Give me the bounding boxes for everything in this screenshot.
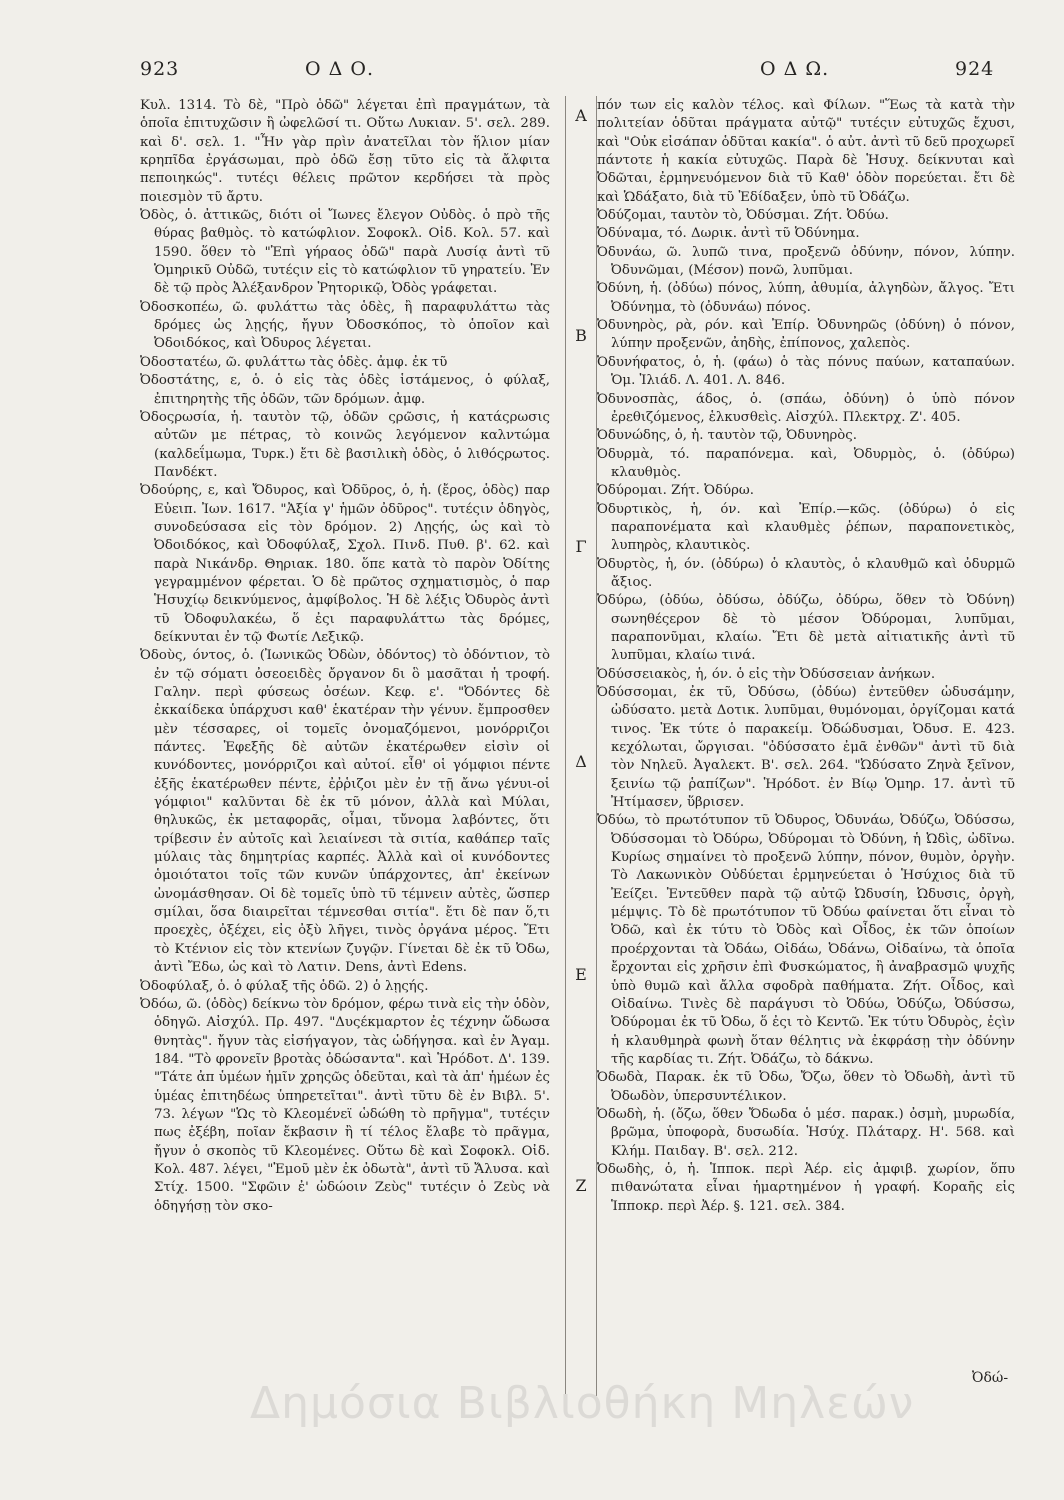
- dictionary-entry: Ὀδούρης, ε, καὶ Ὄδυρος, καὶ Ὀδῦρος, ὁ, ἡ. (ἔρος, ὁδὸς) παρ Εὐειπ. Ἰων. 1617. "Ἀξία γ' ἡμῶν ὀδῦρος". τυτέςιν ὁδηγὸς, συνοδεύσασα εἰς τὸν δρόμον. 2) Λῃςής, ὡς καὶ τὸ Ὀδοιδόκος, καὶ Ὀδοφύλαξ, Σχολ. Πινδ. Πυθ. β'. 62. καὶ παρὰ Νικάνδρ. Θηριακ. 180. ὅπε κατὰ τὸ παρὸν Ὀδίτης γεγραμμένον φέρεται. Ὁ δὲ πρῶτος σχηματισμὸς, ὁ παρ Ἡσυχίῳ δεικνύμενος, ἀμφίβολος. Ἡ δὲ λέξις Ὀδυρὸς ἀντὶ τῦ Ὀδοφυλακέω, ὅ ἐςι παραφυλάττω τὰς δρόμες, δείκνυται ἐν τῷ Φωτίε Λεξικῷ.: [140, 483, 550, 645]
- dictionary-entry: Ὀδύρομαι. Ζήτ. Ὀδύρω.: [597, 483, 754, 499]
- dictionary-entry: Ὀδόω, ῶ. (ὁδὸς) δείκνω τὸν δρόμον, φέρω τινὰ εἰς τὴν ὁδὸν, ὁδηγῶ. Αἰσχύλ. Πρ. 497. "Δυςέκμαρτον ἐς τέχνην ὥδωσα θνητὰς". ἤγυν τὰς εἰσήγαγον, τὰς ὡδήγησα. καὶ ἐν Ἀγαμ. 184. "Τὸ φρονεῖν βροτὰς ὀδώσαντα". καὶ Ἡρόδοτ. Δ'. 139. "Τάτε ἀπ ὑμέων ἡμῖν χρηςῶς ὁδεῦται, καὶ τὰ ἀπ' ἡμέων ἐς ὑμέας ἐπιτηδέως ὑπηρετεῖται". ἀντὶ τῦτυ δὲ ἐν Βιβλ. 5'. 73. λέγων "Ὡς τὸ Κλεομένεϊ ὡδώθη τὸ πρῆγμα", τυτέςιν πως ἐξέβη, ποῖαν ἔκβασιν ἢ τί τέλος ἔλαβε τὸ πρᾶγμα, ἤγυν ὁ σκοπὸς τῦ Κλεομένες. Οὕτω δὲ καὶ Σοφοκλ. Οἰδ. Κολ. 487. λέγει, "Ἐμοῦ μὲν ἐκ ὀδωτὰ", ἀντὶ τῦ Ἄλυσα. καὶ Στίχ. 1500. "Σφῶιν ἐ' ὡδώοιν Ζεὺς" τυτέςιν ὁ Ζεὺς νὰ ὁδηγήσῃ τὸν σκο-: [140, 996, 550, 1214]
- catchword: Ὀδώ-: [972, 1370, 1009, 1386]
- margin-letter-alpha: Α: [575, 106, 587, 125]
- dictionary-entry: Ὀδοςρωσία, ἡ. ταυτὸν τῷ, ὁδῶν ςρῶσις, ἡ κατάςρωσις αὐτῶν με πέτρας, τὸ κοινῶς λεγόμενον καλντώμα (καλδεΐμωμα, Τυρκ.) ἔτι δὲ βασιλικὴ ὁδὸς, ὁ λιθόςρωτος. Πανδέκτ.: [140, 409, 550, 480]
- dictionary-entry: Ὀδοὺς, όντος, ὁ. (Ἰωνικῶς Ὀδὼν, ὀδόντος) τὸ ὀδόντιον, τὸ ἐν τῷ σόματι ὀσεοειδὲς ὄργανον δι ὃ μασᾶται ἡ τροφή. Γαλην. περὶ φύσεως ὀσέων. Κεφ. ε'. "Ὀδόντες δὲ ἐκκαίδεκα ὑπάρχυσι καθ' ἑκατέραν τὴν γένυν. ἔμπροσθεν μὲν τέσσαρες, οἱ τομεῖς ὀνομαζόμενοι, μονόρριζοι πάντες. Ἐφεξῆς δὲ αὐτῶν ἑκατέρωθεν εἰσὶν οἱ κυνόδοντες, μονόρριζοι καὶ αὐτοί. εἶθ' οἱ γόμφιοι πέντε ἐξῆς ἑκατέρωθεν πέντε, ἐῤῥιζοι μὲν ἐν τῇ ἄνω γένυι-οἱ γόμφιοι" καλῦνται δὲ ἐκ τῦ μόνον, ἀλλὰ καὶ Μύλαι, θηλυκῶς, ἐκ μεταφορᾶς, οἶμαι, τὔνομα λαβόντες, ὅτι τρίβεσιν ἐν αὐτοῖς καὶ λειαίνεσι τὰ σιτία, καθάπερ ταῖς μύλαις τὰς δημητρίας καρπές. Ἀλλὰ καὶ οἱ κυνόδοντες ὁμοιότατοι τοῖς τῶν κυνῶν ὑπάρχοντες, ἀπ' ἐκείνων ὠνομάσθησαν. Οἱ δὲ τομεῖς ὑπὸ τῦ τέμνειν αὐτὲς, ὥσπερ σμίλαι, ὅσα διαιρεῖται τέμνεσθαι σιτία". ἔτι δὲ παν ὅ,τι προεχὲς, ὀξέχει, εἰς ὀξὺ λῆγει, τινὸς ὀργάνα μέρος. Ἔτι τὸ Κτένιον εἰς τὸν κτενίων ζυγῷν. Γίνεται δὲ ἐκ τῦ Ὀδω, ἀντὶ Ἔδω, ὡς καὶ τὸ Λατιν. Dens, ἀντὶ Edens.: [140, 648, 550, 976]
- right-running-title: Ο Δ Ω.: [760, 58, 830, 80]
- entry-continuation: Κυλ. 1314. Τὸ δὲ, "Πρὸ ὁδῶ" λέγεται ἐπὶ πραγμάτων, τὰ ὁποῖα ἐπιτυχῶσιν ἢ ὠφελῶσί τι. Οὕτω Λυκιαν. 5'. σελ. 289. καὶ δ'. σελ. 1. "Ἦν γὰρ πρὶν ἀνατεῖλαι τὸν ἥλιον μίαν κρηπῖδα ἐργάσωμαι, πρὸ ὁδῶ ἔσῃ τῦτο εἰς τὰ ἄλφιτα πεποιηκώς". τυτέςι θέλεις πρῶτον κερδήσει τὰ πρὸς ποιεσμὸν τῦ ἄρτυ.: [140, 98, 550, 205]
- dictionary-entry: Ὀδυρτὸς, ἡ, όν. (ὀδύρω) ὁ κλαυτὸς, ὁ κλαυθμῶ καὶ ὀδυρμῶ ἄξιος.: [597, 556, 1015, 590]
- dictionary-entry: Ὀδυρτικὸς, ἡ, όν. καὶ Ἐπίρ.—κῶς. (ὀδύρω) ὁ εἰς παραπονέματα καὶ κλαυθμὲς ῥέπων, παραπονετικὸς, λυπηρὸς, κλαυτικὸς.: [597, 501, 1015, 554]
- dictionary-entry: Ὀδοφύλαξ, ὁ. ὁ φύλαξ τῆς ὁδῶ. 2) ὁ λῃςής.: [140, 978, 429, 994]
- page-header: [0, 58, 1064, 94]
- margin-letter-beta: Β: [575, 326, 587, 345]
- margin-letter-epsilon: Ε: [575, 965, 587, 984]
- dictionary-entry: Ὀδύσσειακὸς, ἡ, όν. ὁ εἰς τὴν Ὀδύσσειαν ἀνήκων.: [597, 666, 936, 682]
- dictionary-entry: Ὀδωδὴς, ὁ, ἡ. Ἱπποκ. περὶ Ἀέρ. εἰς ἀμφιβ. χωρίον, ὅπυ πιθανώτατα εἶναι ἡμαρτημένον ἡ γραφή. Κοραῆς εἰς Ἱπποκρ. περὶ Ἀέρ. §. 121. σελ. 384.: [597, 1161, 1015, 1214]
- dictionary-entry: Ὀδύνη, ἡ. (ὀδύω) πόνος, λύπη, ἀθυμία, ἀλγηδὼν, ἄλγος. Ἔτι Ὀδύνημα, τὸ (ὀδυνάω) πόνος.: [597, 281, 1015, 315]
- dictionary-entry: Ὀδυνοσπὰς, άδος, ὁ. (σπάω, ὀδύνη) ὁ ὑπὸ πόνον ἐρεθιζόμενος, ἑλκυσθεὶς. Αἰσχύλ. Πλεκτρχ. Ζ'. 405.: [597, 391, 1015, 425]
- dictionary-entry: Ὀδοσκοπέω, ῶ. φυλάττω τὰς ὁδὲς, ἢ παραφυλάττω τὰς δρόμες ὡς λῃςής, ἤγυν Ὀδοσκόπος, τὸ ὁποῖον καὶ Ὀδοιδόκος, καὶ Ὀδυρος λέγεται.: [140, 299, 550, 352]
- right-column: [597, 97, 1015, 1216]
- dictionary-entry: Ὀδοστάτης, ε, ὁ. ὁ εἰς τὰς ὁδὲς ἱστάμενος, ὁ φύλαξ, ἐπιτηρητὴς τῆς ὁδῶν, τῶν δρόμων. ἀμφ.: [140, 373, 550, 407]
- entry-continuation: πόν των εἰς καλὸν τέλος. καὶ Φίλων. "Ἕως τὰ κατὰ τὴν πολιτείαν ὁδῦται πράγματα αὐτῷ" τυτέςιν εὐτυχῶς ἔχυσι, καὶ "Οὐκ εἰσάπαν ὁδῦται κακία". ὁ αὐτ. ἀντὶ τῦ δεῦ προχωρεῖ πάντοτε ἡ κακία εὐτυχῶς. Παρὰ δὲ Ἡσυχ. δείκνυται καὶ Ὀδῶται, ἐρμηνευόμενον διὰ τῦ Καθ' ὁδὸν πορεύεται. ἔτι δὲ καὶ Ὡδάξατο, διὰ τῦ Ἐδίδαξεν, ὑπὸ τῦ Ὀδάζω.: [597, 98, 1016, 205]
- margin-letter-delta: Δ: [575, 752, 587, 771]
- dictionary-entry: Ὀδύναμα, τό. Δωρικ. ἀντὶ τῦ Ὀδύνημα.: [597, 226, 860, 242]
- margin-letter-gamma: Γ: [575, 537, 587, 556]
- library-watermark: Δημόσια Βιβλιοθήκη Μηλεών: [250, 1378, 915, 1429]
- dictionary-entry: Ὀδυρμὰ, τό. παραπόνεμα. καὶ, Ὀδυρμὸς, ὁ. (ὀδύρω) κλαυθμὸς.: [597, 446, 1015, 480]
- dictionary-entry: Ὀδὸς, ὁ. ἀττικῶς, διότι οἱ Ἴωνες ἔλεγον Οὐδὸς. ὁ πρὸ τῆς θύρας βαθμὸς. τὸ κατώφλιον. Σοφοκλ. Οἰδ. Κολ. 57. καὶ 1590. ὅθεν τὸ "Ἐπὶ γήραος ὀδῶ" παρὰ Λυσίᾳ ἀντὶ τῦ Ὁμηρικῦ Οὐδῶ, τυτέςιν εἰς τὸ κατώφλιον τῦ γηρατείυ. Ἐν δὲ τῷ πρὸς Ἀλέξανδρον Ῥητορικῷ, Ὀδὸς γράφεται.: [140, 208, 550, 297]
- left-running-title: Ο Δ Ο.: [305, 58, 374, 80]
- dictionary-entry: Ὀδύσσομαι, ἐκ τῦ, Ὀδύσω, (ὀδύω) ἐντεῦθεν ὡδυσάμην, ὠδύσατο. μετὰ Δοτικ. λυπῦμαι, θυμόνομαι, ὀργίζομαι κατά τινος. Ἐκ τύτε ὁ παρακείμ. Ὀδώδυσμαι, Ὀδυσ. Ε. 423. κεχόλωται, ὤργισαι. "ὀδύσσατο ἐμᾶ ἐνθῶν" ἀντὶ τῦ διὰ τὸν Νηλεῦ. Ἀγαλεκτ. Β'. σελ. 264. "Ὠδύσατο Ζηνὰ ξεῖνον, ξεινίω τῷ ῥαπίζων". Ἡρόδοτ. ἐν Βίῳ Ὁμηρ. 17. ἀντὶ τῦ Ἠτίμασεν, ὕβρισεν.: [597, 685, 1015, 811]
- right-page-number: 924: [955, 58, 995, 80]
- dictionary-entry: Ὀδύρω, (ὀδύω, ὀδύσω, ὀδύζω, ὀδύρω, ὅθεν τὸ Ὀδύνη) σωνηθέςερον δὲ τὸ μέσον Ὀδύρομαι, λυπῦμαι, παραπονῦμαι, κλαίω. Ἔτι δὲ μετὰ αἰτιατικῆς ἀντὶ τῦ λυπῦμαι, κλαίω τινά.: [597, 593, 1015, 664]
- dictionary-entry: Ὀδυνηρὸς, ρὰ, ρόν. καὶ Ἐπίρ. Ὀδυνηρῶς (ὀδύνη) ὁ πόνον, λύπην προξενῶν, ἀηδὴς, ἐπίπονος, χαλεπὸς.: [597, 318, 1015, 352]
- dictionary-entry: Ὀδυνήφατος, ὁ, ἡ. (φάω) ὁ τὰς πόνυς παύων, καταπαύων. Ὁμ. Ἰλιάδ. Λ. 401. Λ. 846.: [597, 354, 1015, 389]
- dictionary-entry: Ὀδύω, τὸ πρωτότυπον τῦ Ὀδυρος, Ὀδυνάω, Ὀδύζω, Ὀδύσσω, Ὀδύσσομαι τὸ Ὀδύρω, Ὀδύρομαι τὸ Ὀδύνη, ἡ Ὠδὶς, ὠδῖνω. Κυρίως σημαίνει τὸ προξενῶ λύπην, πόνον, θυμὸν, ὀργὴν. Τὸ Λακωνικὸν Οὐδύεται ἑρμηνεύεται ὁ Ἡσύχιος διὰ τῦ Ἐείζει. Ἐντεῦθεν παρὰ τῷ αὐτῷ Ὠδυσίη, Ὠδυσις, ὀργὴ, μέμψις. Τὸ δὲ πρωτότυπον τῦ Ὀδύω φαίνεται ὅτι εἶναι τὸ Ὀδῶ, καὶ ἐκ τύτυ τὸ Ὀδὸς καὶ Οἶδος, ἐκ τῶν ὁποίων προέρχονται τὰ Ὀδάω, Οἰδάω, Ὀδάνω, Οἰδαίνω, τὰ ὁποῖα ἔρχονται εἰς χρῆσιν ἐπὶ Φυσκώματος, ἢ ἀναβρασμῶ ψυχῆς ὑπὸ θυμῶ καὶ ἄλλα σφοδρὰ παθήματα. Ζήτ. Οἶδος, καὶ Οἰδαίνω. Τινὲς δὲ παράγυσι τὸ Ὀδύω, Ὀδύζω, Ὀδύσσω, Ὀδύρομαι ἐκ τῦ Ὀδω, ὅ ἐςι τὸ Κεντῶ. Ἐκ τύτυ Ὀδυρὸς, ἐςὶν ἡ κλαυθμηρὰ φωνὴ ὅταν θέλητις νὰ ἐκφράσῃ τὴν ὀδύνην τῆς καρδίας τι. Ζήτ. Ὀδάζω, τὸ δάκνω.: [597, 813, 1015, 1067]
- dictionary-entry: Ὀδυνάω, ῶ. λυπῶ τινα, προξενῶ ὀδύνην, πόνον, λύπην. Ὀδυνῶμαι, (Μέσον) πονῶ, λυπῦμαι.: [597, 244, 1015, 279]
- dictionary-entry: Ὀδυνώδης, ὁ, ἡ. ταυτὸν τῷ, Ὀδυνηρὸς.: [597, 428, 857, 444]
- dictionary-entry: Ὀδωδὰ, Παρακ. ἐκ τῦ Ὀδω, Ὄζω, ὅθεν τὸ Ὀδωδὴ, ἀντὶ τῦ Ὀδωδὸν, ὑπερσυντέλικον.: [597, 1070, 1015, 1104]
- dictionary-entry: Ὀδοστατέω, ῶ. φυλάττω τὰς ὁδὲς. ἀμφ. ἐκ τῦ: [140, 354, 448, 370]
- margin-letter-zeta: Ζ: [575, 1176, 587, 1195]
- dictionary-entry: Ὀδωδὴ, ἡ. (ὄζω, ὅθεν Ὄδωδα ὁ μέσ. παρακ.) ὀσμὴ, μυρωδία, βρῶμα, ὑποφορὰ, δυσωδία. Ἡσύχ. Πλάταρχ. Η'. 568. καὶ Κλήμ. Παιδαγ. Β'. σελ. 212.: [597, 1106, 1015, 1159]
- column-divider-left: [565, 96, 566, 1396]
- dictionary-entry: Ὀδύζομαι, ταυτὸν τὸ, Ὀδύσμαι. Ζήτ. Ὀδύω.: [597, 208, 889, 224]
- left-page-number: 923: [140, 58, 180, 80]
- left-column: [140, 97, 550, 1216]
